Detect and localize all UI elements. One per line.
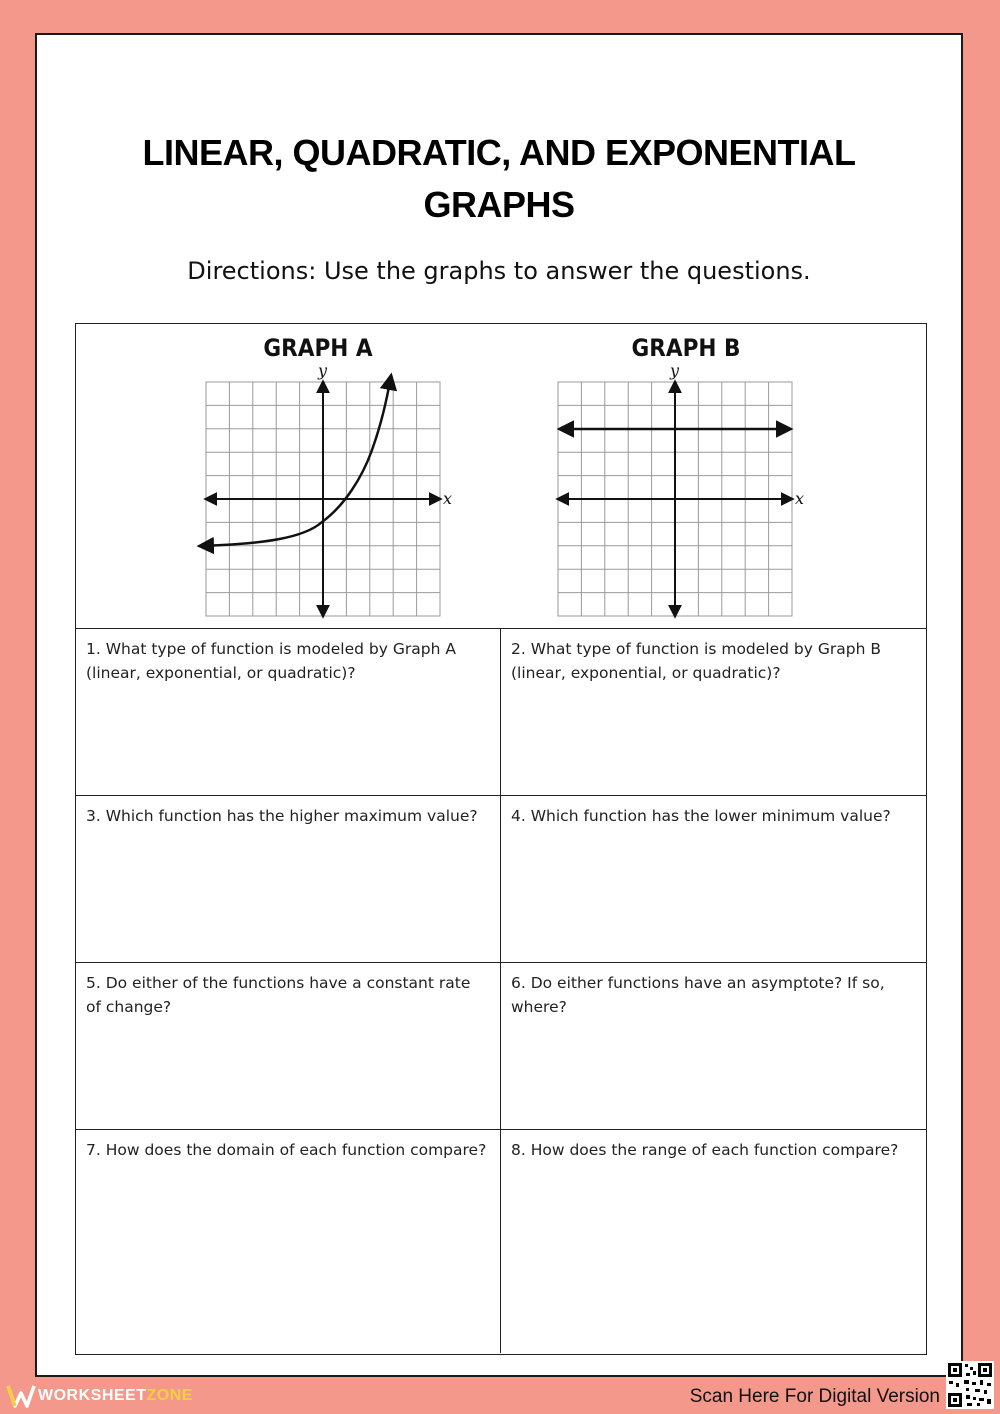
question-6: 6. Do either functions have an asymptote? If so, where? <box>501 963 926 1130</box>
graph-b-y-label: y <box>670 361 680 380</box>
graph-a-exponential-curve <box>200 376 391 546</box>
directions-text: Directions: Use the graphs to answer the questions. <box>187 257 811 285</box>
question-4: 4. Which function has the lower minimum value? <box>501 796 926 963</box>
question-7: 7. How does the domain of each function compare? <box>76 1130 501 1353</box>
graph-a-label: GRAPH A <box>263 334 373 362</box>
question-8: 8. How does the range of each function compare? <box>511 1141 899 1159</box>
question-5: 5. Do either of the functions have a constant rate of change? <box>76 963 501 1130</box>
graph-b-label: GRAPH B <box>631 334 741 362</box>
graph-a-y-label: y <box>318 361 328 380</box>
worksheetzone-logo[interactable] <box>6 1383 193 1409</box>
graph-a-x-label: x <box>443 489 453 508</box>
question-table <box>75 323 927 1355</box>
question-2: 2. What type of function is modeled by Graph B (linear, exponential, or quadratic)? <box>501 629 926 796</box>
scan-here-text: Scan Here For Digital Version <box>689 1386 940 1407</box>
worksheet-page <box>35 33 963 1377</box>
graphs-row <box>76 324 926 629</box>
graph-b-x-label: x <box>795 489 805 508</box>
qr-code-icon[interactable] <box>946 1361 994 1409</box>
logo-text-zone: ZONE <box>146 1387 193 1404</box>
question-3: 3. Which function has the higher maximum value? <box>76 796 501 963</box>
logo-text-worksheet: WORKSHEET <box>38 1387 147 1404</box>
graph-b <box>546 360 816 622</box>
graph-a <box>194 360 464 622</box>
logo-w-icon <box>6 1383 36 1409</box>
question-1: 1. What type of function is modeled by Graph A (linear, exponential, or quadratic)? <box>76 629 501 796</box>
worksheet-title: LINEAR, QUADRATIC, AND EXPONENTIAL GRAPHS <box>142 132 856 225</box>
